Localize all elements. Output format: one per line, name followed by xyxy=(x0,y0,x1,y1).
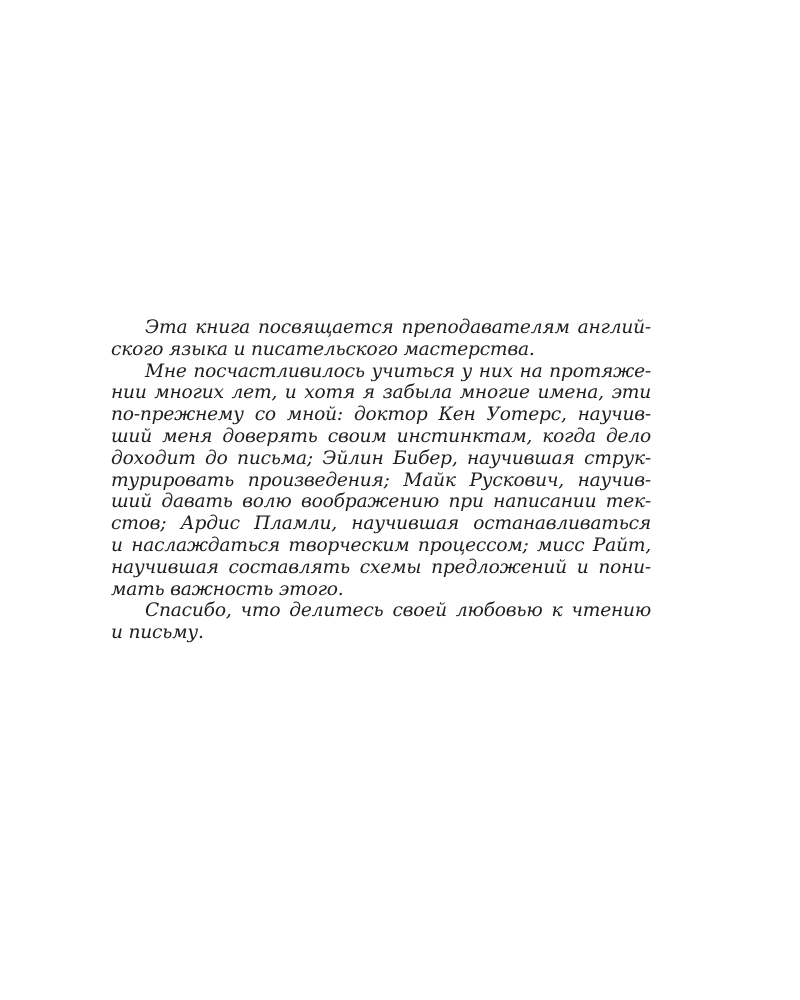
dedication-text xyxy=(111,317,651,644)
dedication-line-15: и письму. xyxy=(111,622,204,644)
dedication-line-7: доходит до письма; Эйлин Бибер, научившая струк- xyxy=(111,447,651,469)
dedication-line-1: Эта книга посвящается преподавателям англий- xyxy=(145,317,651,338)
dedication-line-8: турировать произведения; Майк Рускович, научив- xyxy=(111,469,651,491)
dedication-line-11: и наслаждаться творческим процессом; мисс Райт, xyxy=(111,534,651,556)
dedication-line-2: ского языка и писательского мастерства. xyxy=(111,338,535,360)
dedication-line-3: Мне посчастливилось учиться у них на протяже- xyxy=(145,360,651,382)
dedication-line-6: ший меня доверять своим инстинктам, когда дело xyxy=(111,425,651,447)
dedication-line-14: Спасибо, что делитесь своей любовью к чтению xyxy=(145,600,651,622)
dedication-line-4: нии многих лет, и хотя я забыла многие имена, эти xyxy=(111,382,651,404)
dedication-line-5: по-прежнему со мной: доктор Кен Уотерс, научив- xyxy=(111,404,651,426)
dedication-line-13: мать важность этого. xyxy=(111,578,344,600)
dedication-line-9: ший давать волю воображению при написании тек- xyxy=(111,491,651,513)
dedication-line-12: научившая составлять схемы предложений и пони- xyxy=(111,556,651,578)
dedication-line-10: стов; Ардис Пламли, научившая останавливаться xyxy=(111,513,651,535)
